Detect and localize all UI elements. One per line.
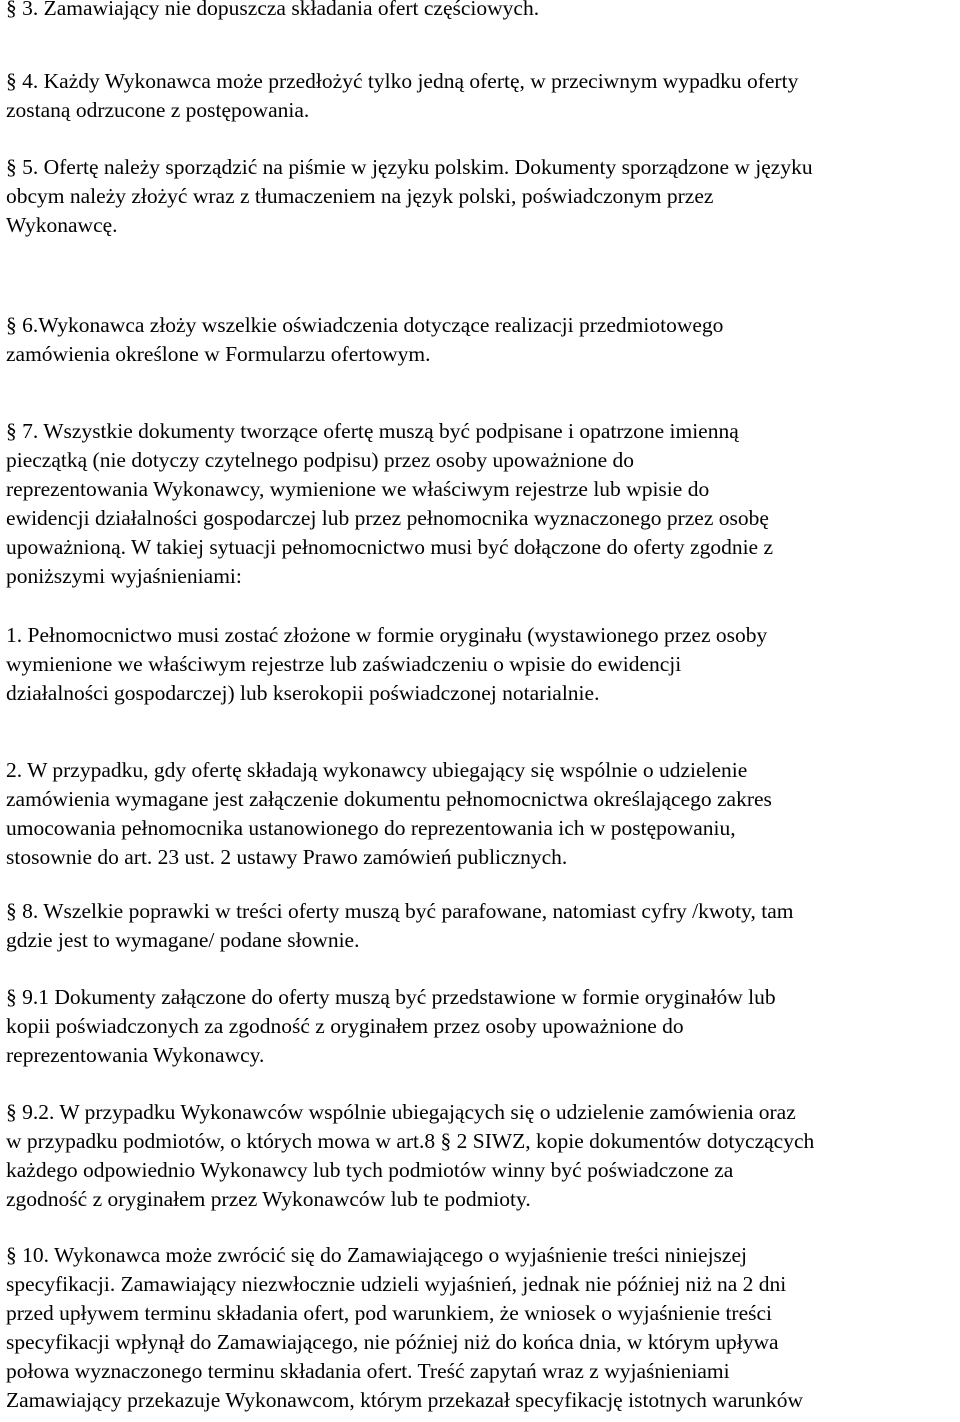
text-line: wymienione we właściwym rejestrze lub zaświadczeniu o wpisie do ewidencji [6, 652, 682, 676]
text-line: § 4. Każdy Wykonawca może przedłożyć tylko jedną ofertę, w przeciwnym wypadku oferty [6, 69, 799, 93]
text-line: gdzie jest to wymagane/ podane słownie. [6, 928, 360, 952]
text-line: zamówienia określone w Formularzu ofertowym. [6, 342, 431, 366]
text-line: specyfikacji wpłynął do Zamawiającego, nie później niż do końca dnia, w którym upływa [6, 1330, 779, 1354]
text-line: połowa wyznaczonego terminu składania ofert. Treść zapytań wraz z wyjaśnieniami [6, 1359, 730, 1383]
text-line: stosownie do art. 23 ust. 2 ustawy Prawo zamówień publicznych. [6, 845, 568, 869]
text-line: zgodność z oryginałem przez Wykonawców lub te podmioty. [6, 1187, 531, 1211]
text-line: Zamawiający przekazuje Wykonawcom, którym przekazał specyfikację istotnych warunków [6, 1388, 804, 1412]
text-line: § 5. Ofertę należy sporządzić na piśmie w języku polskim. Dokumenty sporządzone w języku [6, 155, 813, 179]
text-line: zostaną odrzucone z postępowania. [6, 98, 310, 122]
text-line: § 9.1 Dokumenty załączone do oferty muszą być przedstawione w formie oryginałów lub [6, 985, 776, 1009]
text-line: specyfikacji. Zamawiający niezwłocznie udzieli wyjaśnień, jednak nie później niż na 2 dni [6, 1272, 787, 1296]
text-line: 2. W przypadku, gdy ofertę składają wykonawcy ubiegający się wspólnie o udzielenie [6, 758, 748, 782]
text-line: § 6.Wykonawca złoży wszelkie oświadczenia dotyczące realizacji przedmiotowego [6, 313, 724, 337]
text-line: poniższymi wyjaśnieniami: [6, 564, 242, 588]
text-line: przed upływem terminu składania ofert, pod warunkiem, że wniosek o wyjaśnienie treści [6, 1301, 773, 1325]
text-line: Wykonawcę. [6, 213, 118, 237]
text-line: umocowania pełnomocnika ustanowionego do reprezentowania ich w postępowaniu, [6, 816, 736, 840]
text-line: ewidencji działalności gospodarczej lub przez pełnomocnika wyznaczonego przez osobę [6, 506, 769, 530]
text-line: kopii poświadczonych za zgodność z oryginałem przez osoby upoważnione do [6, 1014, 684, 1038]
text-line: § 3. Zamawiający nie dopuszcza składania ofert częściowych. [6, 0, 540, 20]
text-line: reprezentowania Wykonawcy. [6, 1043, 265, 1067]
text-line: upoważnioną. W takiej sytuacji pełnomocnictwo musi być dołączone do oferty zgodnie z [6, 535, 774, 559]
text-line: działalności gospodarczej) lub kserokopii poświadczonej notarialnie. [6, 681, 600, 705]
text-line: w przypadku podmiotów, o których mowa w art.8 § 2 SIWZ, kopie dokumentów dotyczących [6, 1129, 815, 1153]
text-line: zamówienia wymagane jest załączenie dokumentu pełnomocnictwa określającego zakres [6, 787, 772, 811]
text-line: § 7. Wszystkie dokumenty tworzące ofertę muszą być podpisane i opatrzone imienną [6, 419, 739, 443]
text-line: § 10. Wykonawca może zwrócić się do Zamawiającego o wyjaśnienie treści niniejszej [6, 1243, 747, 1267]
text-line: obcym należy złożyć wraz z tłumaczeniem na język polski, poświadczonym przez [6, 184, 714, 208]
text-line: każdego odpowiednio Wykonawcy lub tych podmiotów winny być poświadczone za [6, 1158, 734, 1182]
text-line: § 9.2. W przypadku Wykonawców wspólnie ubiegających się o udzielenie zamówienia oraz [6, 1100, 796, 1124]
text-line: pieczątką (nie dotyczy czytelnego podpisu) przez osoby upoważnione do [6, 448, 635, 472]
text-line: 1. Pełnomocnictwo musi zostać złożone w formie oryginału (wystawionego przez osoby [6, 623, 768, 647]
text-line: § 8. Wszelkie poprawki w treści oferty muszą być parafowane, natomiast cyfry /kwoty, tam [6, 899, 794, 923]
text-line: reprezentowania Wykonawcy, wymienione we właściwym rejestrze lub wpisie do [6, 477, 710, 501]
